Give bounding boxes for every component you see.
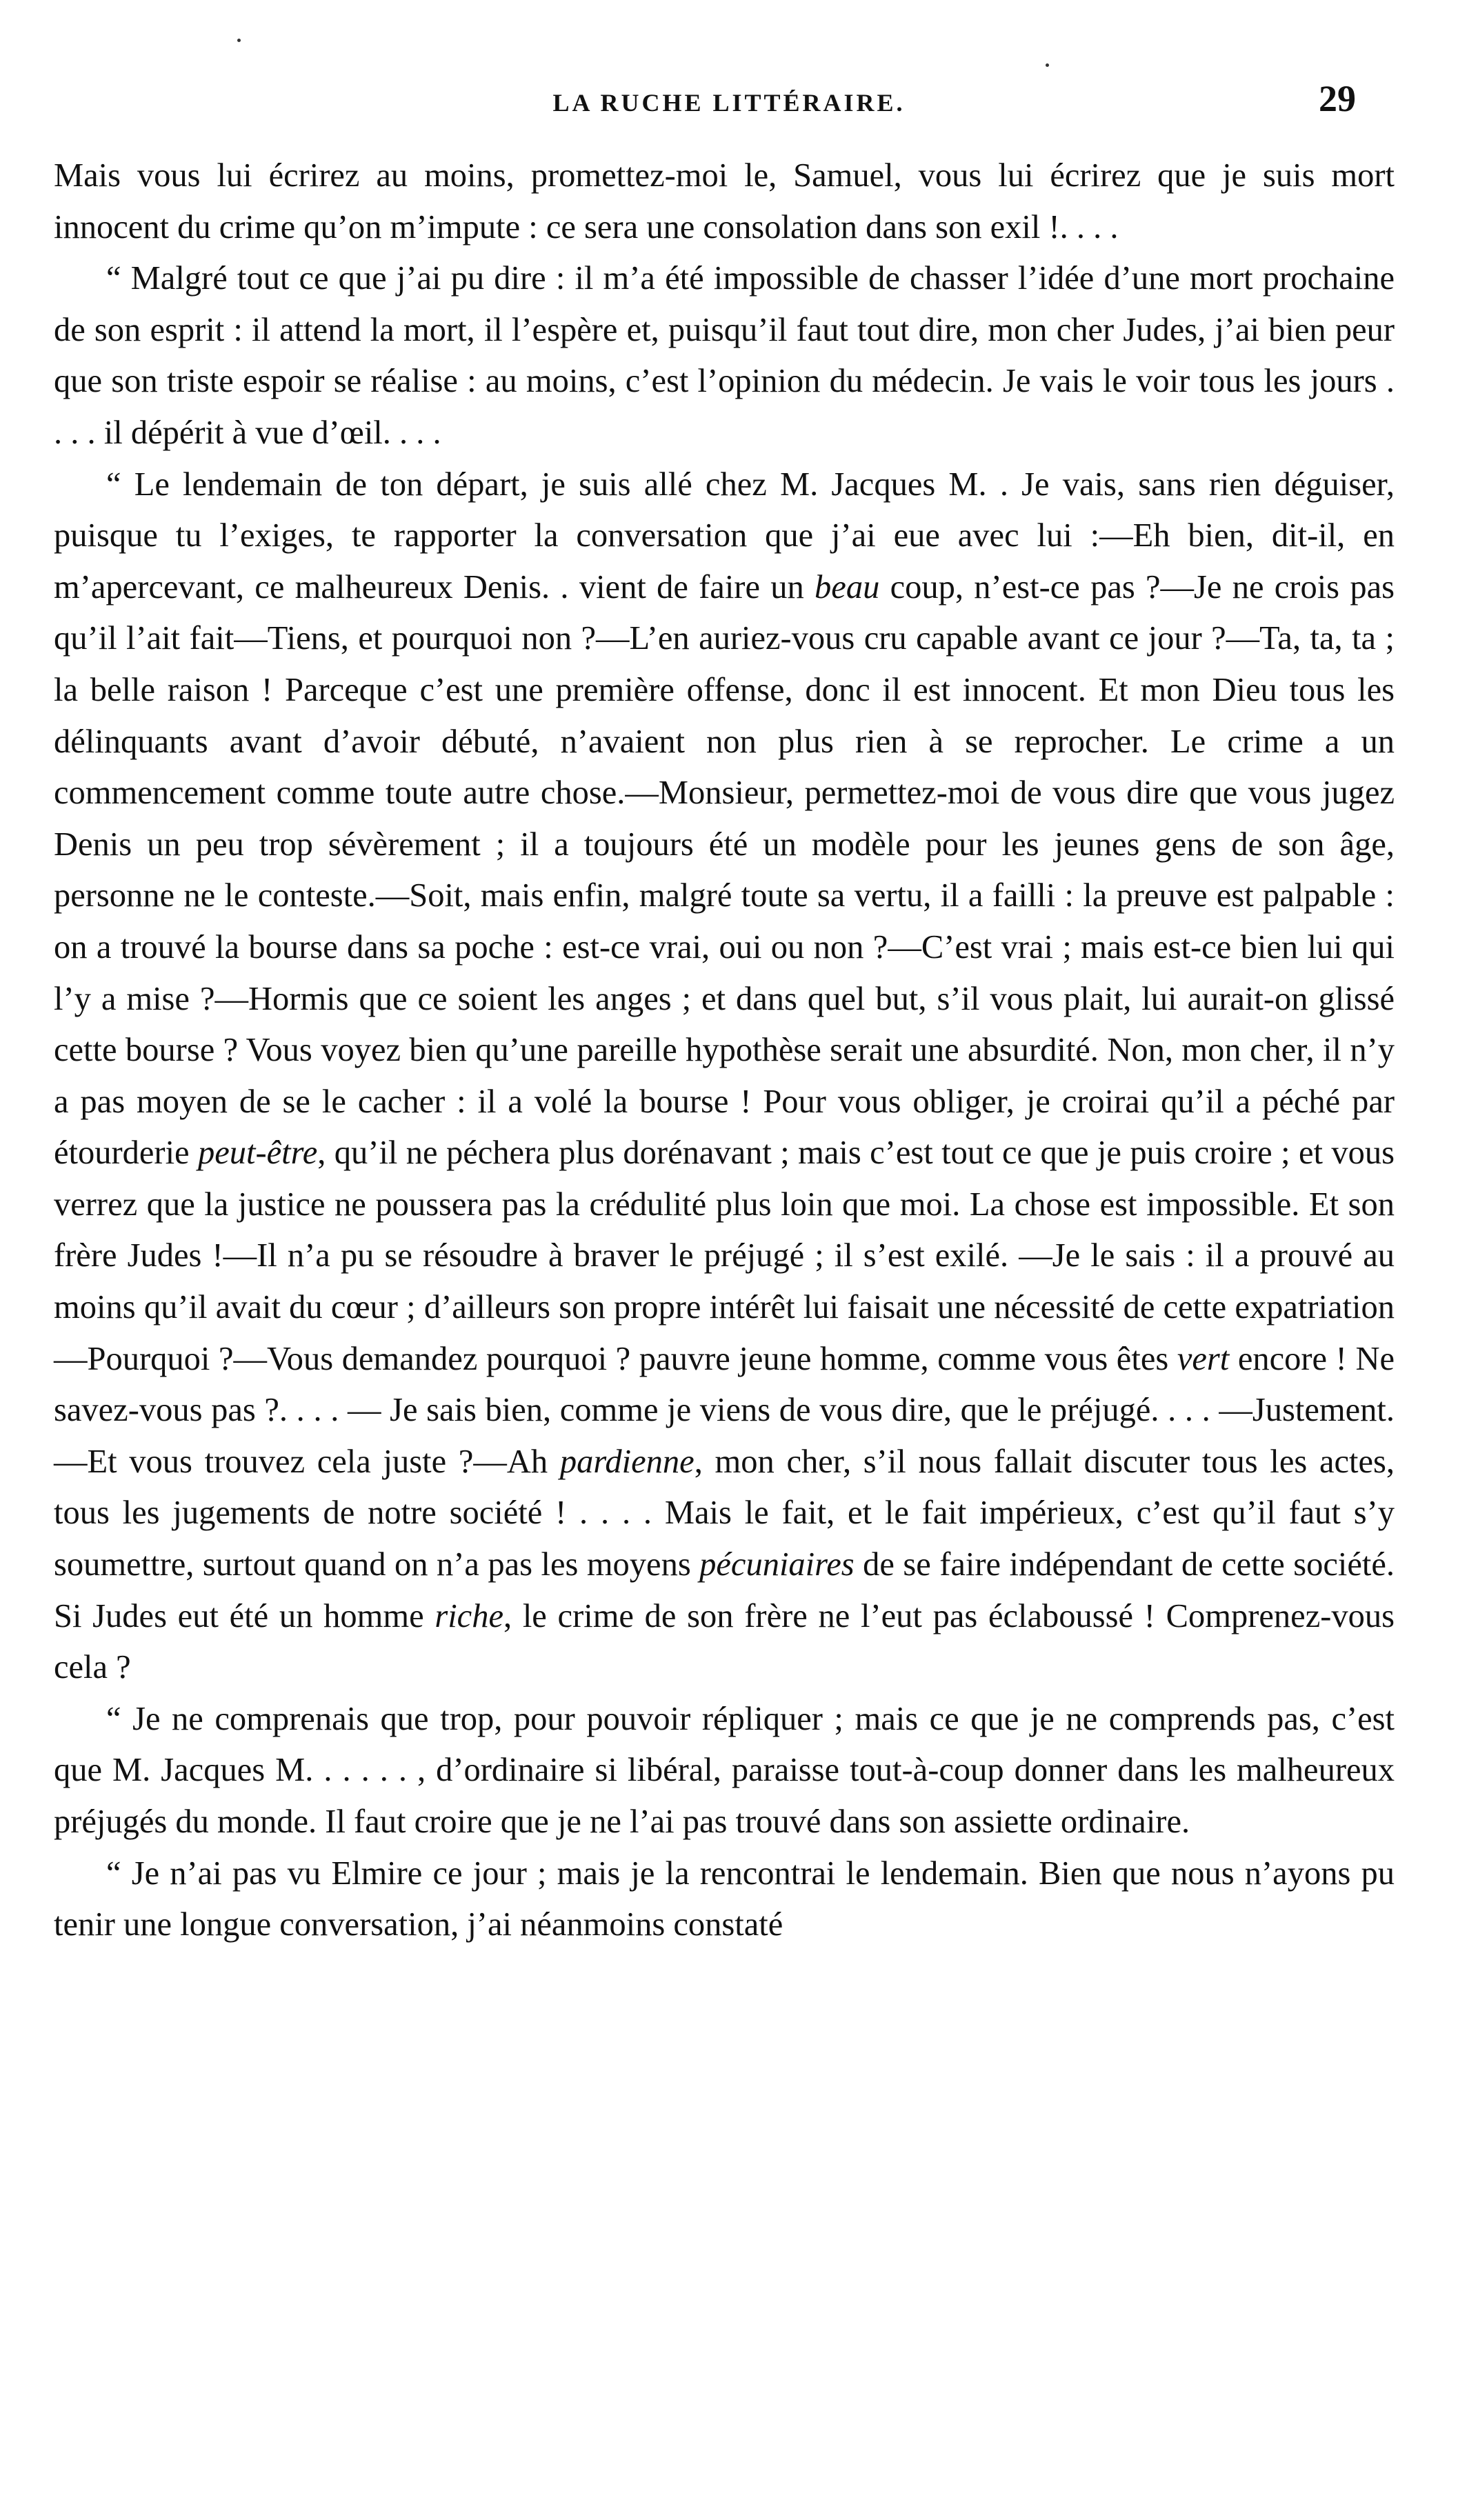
paragraph [54,150,1395,253]
text-run: , mon cher, s’il nous fallait discuter tous les actes, tous les jugements de notre société ! . . . . Mais le fait, et le fait impérieux, c’est qu’il faut s’y soumettre, surtout quand on n’a pas les moyens [54,1443,1395,1583]
text-run: Mais vous lui écrirez au moins, promettez-moi le, Samuel, vous lui écrirez que je suis mort innocent du crime qu’on m’impute : ce sera une consolation dans son exil !. . . . [54,157,1395,246]
italic-text: riche [435,1597,503,1634]
italic-text: pécuniaires [699,1546,855,1583]
italic-text: beau [815,568,880,606]
text-run: , le crime de son frère ne l’eut pas éclaboussé ! Comprenez-vous cela ? [54,1597,1395,1686]
text-run: “ Malgré tout ce que j’ai pu dire : il m’a été impossible de chasser l’idée d’une mort prochaine de son esprit : il attend la mort, il l’espère et, puisqu’il faut tout dire, mon cher Judes, j’ai bien peur que son triste espoir se réalise : au moins, c’est l’opinion du médecin. Je vais le voir tous les jours . . . . il dépérit à vue d’œil. . . . [54,260,1395,451]
page-number: 29 [1319,78,1356,119]
italic-text: vert [1177,1340,1230,1377]
text-run: “ Le lendemain de ton départ, je suis allé chez M. Jacques M. . Je vais, sans rien déguiser, puisque tu l’exiges, te rapporter la conversation que j’ai eue avec lui :—Eh bien, dit-il, en m’apercevant, ce malheureux Denis. . vient de faire un [54,466,1395,606]
running-title: LA RUCHE LITTÉRAIRE. [552,89,906,117]
text-run: coup, n’est-ce pas ?—Je ne crois pas qu’il l’ait fait—Tiens, et pourquoi non ?—L’en auriez-vous cru capable avant ce jour ?—Ta, ta, ta ; la belle raison ! Parceque c’est une première offense, donc il est innocent. Et mon Dieu tous les délinquants avant d’avoir débuté, n’avaient non plus rien à se reprocher. Le crime a un commencement comme toute autre chose.—Monsieur, permettez-moi de vous dire que vous jugez Denis un peu trop sévèrement ; il a toujours été un modèle pour les jeunes gens de son âge, personne ne le conteste.—Soit, mais enfin, malgré toute sa vertu, il a failli : la preuve est palpable : on a trouvé la bourse dans sa poche : est-ce vrai, oui ou non ?—C’est vrai ; mais est-ce bien lui qui l’y a mise ?—Hormis que ce soient les anges ; et dans quel but, s’il vous plait, lui aurait-on glissé cette bourse ? Vous voyez bien qu’une pareille hypothèse serait une absurdité. Non, mon cher, il n’y a pas moyen de se le cacher : il a volé la bourse ! Pour vous obliger, je croirai qu’il a péché par étourderie [54,568,1395,1172]
print-speck [237,39,241,42]
italic-text: peut-être [198,1134,318,1172]
paragraph [54,459,1395,1694]
running-head [0,78,1458,137]
text-run: de se faire indépendant de cette société. Si Judes eut été un homme [54,1546,1395,1634]
text-run: “ Je n’ai pas vu Elmire ce jour ; mais je la rencontrai le lendemain. Bien que nous n’ayons pu tenir une longue conversation, j’ai néanmoins constaté [54,1854,1395,1943]
body-text [54,150,1395,1951]
paragraph [54,1848,1395,1951]
italic-text: pardienne [559,1443,695,1480]
text-run: encore ! Ne savez-vous pas ?. . . . — Je sais bien, comme je viens de vous dire, que le préjugé. . . . —Justement.—Et vous trouvez cela juste ?—Ah [54,1340,1395,1480]
text-run: “ Je ne comprenais que trop, pour pouvoir répliquer ; mais ce que je ne comprends pas, c’est que M. Jacques M. . . . . . , d’ordinaire si libéral, paraisse tout-à-coup donner dans les malheureux préjugés du monde. Il faut croire que je ne l’ai pas trouvé dans son assiette ordinaire. [54,1700,1395,1840]
paragraph [54,1694,1395,1848]
print-speck [1046,63,1049,67]
paragraph [54,253,1395,459]
text-run: , qu’il ne péchera plus dorénavant ; mais c’est tout ce que je puis croire ; et vous verrez que la justice ne poussera pas la crédulité plus loin que moi. La chose est impossible. Et son frère Judes !—Il n’a pu se résoudre à braver le préjugé ; il s’est exilé. —Je le sais : il a prouvé au moins qu’il avait du cœur ; d’ailleurs son propre intérêt lui faisait une nécessité de cette expatriation—Pourquoi ?—Vous demandez pourquoi ? pauvre jeune homme, comme vous êtes [54,1134,1395,1377]
